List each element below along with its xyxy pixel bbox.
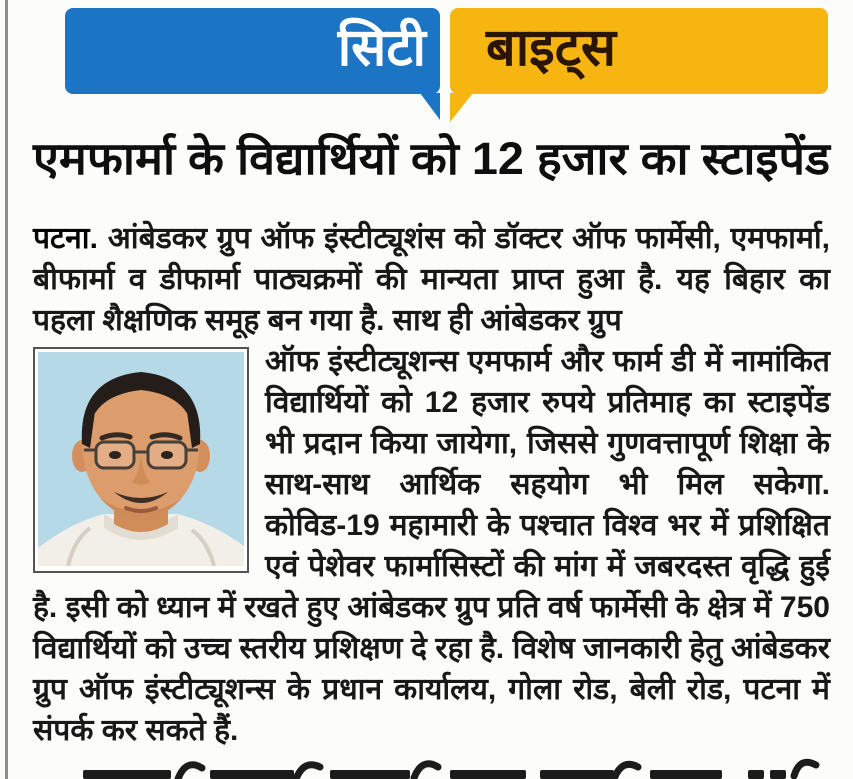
masthead-city-label: सिटी <box>337 19 426 77</box>
next-headline-cutoff <box>58 756 830 779</box>
column-rule <box>5 0 8 779</box>
article-body <box>33 218 830 751</box>
body-rest-block <box>33 341 830 751</box>
article-headline: एमफार्मा के विद्यार्थियों को 12 हजार का स्टाइपेंड <box>33 133 831 184</box>
dateline: पटना. <box>33 222 98 255</box>
portrait-photo-drawing <box>38 352 244 566</box>
body-lead-paragraph <box>33 218 830 341</box>
masthead-bytes-label: बाइट्स <box>486 19 617 77</box>
masthead-city-box <box>65 8 440 94</box>
body-lead-text: आंबेडकर ग्रुप ऑफ इंस्टीट्यूशंस को डॉक्टर ऑफ फार्मेसी, एमफार्मा, बीफार्मा व डीफार्मा पाठ्यक्रमों की मान्यता प्राप्त हुआ है. यह बिहार का पहला शैक्षणिक समूह बन गया है. साथ ही आंबेडकर ग्रुप <box>33 222 830 337</box>
body-rest-text: ऑफ इंस्टीट्यूशन्स एमफार्म और फार्म डी में नामांकित विद्यार्थियों को 12 हजार रुपये प्रतिमाह का स्टाइपेंड भी प्रदान किया जायेगा, जिससे गुणवत्तापूर्ण शिक्षा के साथ-साथ आर्थिक सहयोग भी मिल सकेगा. कोविड-19 महामारी के पश्चात विश्व भर में प्रशिक्षित एवं पेशेवर फार्मासिस्टों की मांग में जबरदस्त वृद्धि हुई है. इसी को ध्यान में रखते हुए आंबेडकर ग्रुप प्रति वर्ष फार्मेसी के क्षेत्र में 750 विद्यार्थियों को उच्च स्तरीय प्रशिक्षण दे रहा है. विशेष जानकारी हेतु आंबेडकर ग्रुप ऑफ इंस्टीट्यूशन्स के प्रधान कार्यालय, गोला रोड, बेली रोड, पटना में संपर्क कर सकते हैं. <box>33 345 830 747</box>
masthead-bytes-box <box>450 8 828 94</box>
masthead-tail-blue-icon <box>420 93 440 120</box>
portrait-photo <box>33 347 249 573</box>
masthead-tail-yellow-icon <box>450 93 473 122</box>
